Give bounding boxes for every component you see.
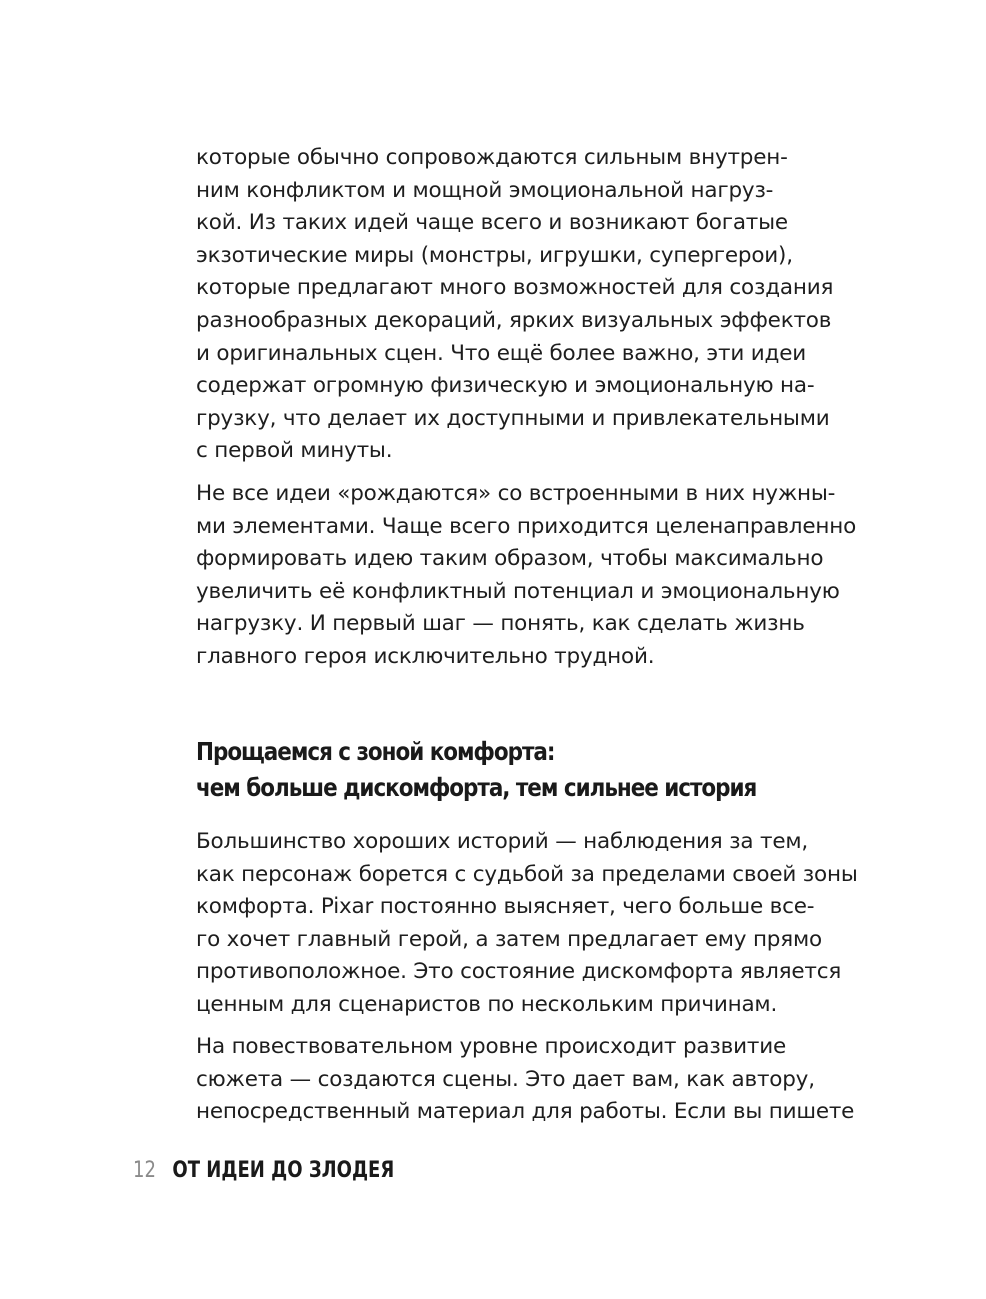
paragraph-2 bbox=[196, 478, 857, 674]
text-line: с первой минуты. bbox=[196, 438, 393, 464]
text-line: разнообразных декораций, ярких визуальных эффектов bbox=[196, 307, 832, 333]
text-line: грузку, что делает их доступными и привлекательными bbox=[196, 405, 830, 431]
text-line: го хочет главный герой, а затем предлагает ему прямо bbox=[196, 926, 822, 952]
page-footer bbox=[133, 1158, 394, 1188]
text-line: увеличить её конфликтный потенциал и эмоциональную bbox=[196, 578, 840, 604]
text-line: На повествовательном уровне происходит развитие bbox=[196, 1034, 786, 1059]
text-line: и оригинальных сцен. Что ещё более важно, эти идеи bbox=[196, 340, 806, 366]
text-line: ценным для сценаристов по нескольким причинам. bbox=[196, 991, 778, 1017]
text-line: как персонаж борется с судьбой за пределами своей зоны bbox=[196, 861, 858, 887]
running-title: ОТ ИДЕИ ДО ЗЛОДЕЯ bbox=[172, 1158, 395, 1183]
text-line: противоположное. Это состояние дискомфорта является bbox=[196, 959, 842, 985]
text-line: сюжета — создаются сцены. Это дает вам, как автору, bbox=[196, 1066, 815, 1092]
text-line: Не все идеи «рождаются» со встроенными в них нужны- bbox=[196, 481, 836, 506]
text-line: содержат огромную физическую и эмоциональную на- bbox=[196, 373, 815, 399]
text-line: нагрузку. И первый шаг — понять, как сделать жизнь bbox=[196, 611, 805, 637]
text-line: которые обычно сопровождаются сильным внутрен- bbox=[196, 145, 788, 170]
text-line: ним конфликтом и мощной эмоциональной нагруз- bbox=[196, 177, 774, 203]
text-line: Большинство хороших историй — наблюдения за тем, bbox=[196, 829, 809, 854]
text-line: непосредственный материал для работы. Если вы пишете bbox=[196, 1099, 855, 1125]
text-line: которые предлагают много возможностей для создания bbox=[196, 275, 834, 301]
text-line: экзотические миры (монстры, игрушки, супергерои), bbox=[196, 242, 793, 268]
text-line: формировать идею таким образом, чтобы максимально bbox=[196, 546, 824, 572]
paragraph-3 bbox=[196, 826, 858, 1022]
text-line: ми элементами. Чаще всего приходится целенаправленно bbox=[196, 513, 857, 539]
section-heading-line-1: Прощаемся с зоной комфорта: bbox=[196, 737, 555, 766]
section-heading bbox=[196, 734, 757, 806]
paragraph-1 bbox=[196, 142, 836, 468]
section-heading-line-2: чем больше дискомфорта, тем сильнее история bbox=[196, 773, 757, 802]
page-number: 12 bbox=[133, 1158, 156, 1183]
text-line: кой. Из таких идей чаще всего и возникают богатые bbox=[196, 210, 788, 236]
text-line: главного героя исключительно трудной. bbox=[196, 643, 655, 669]
text-line: комфорта. Pixar постоянно выясняет, чего больше все- bbox=[196, 894, 815, 920]
paragraph-4 bbox=[196, 1031, 855, 1129]
